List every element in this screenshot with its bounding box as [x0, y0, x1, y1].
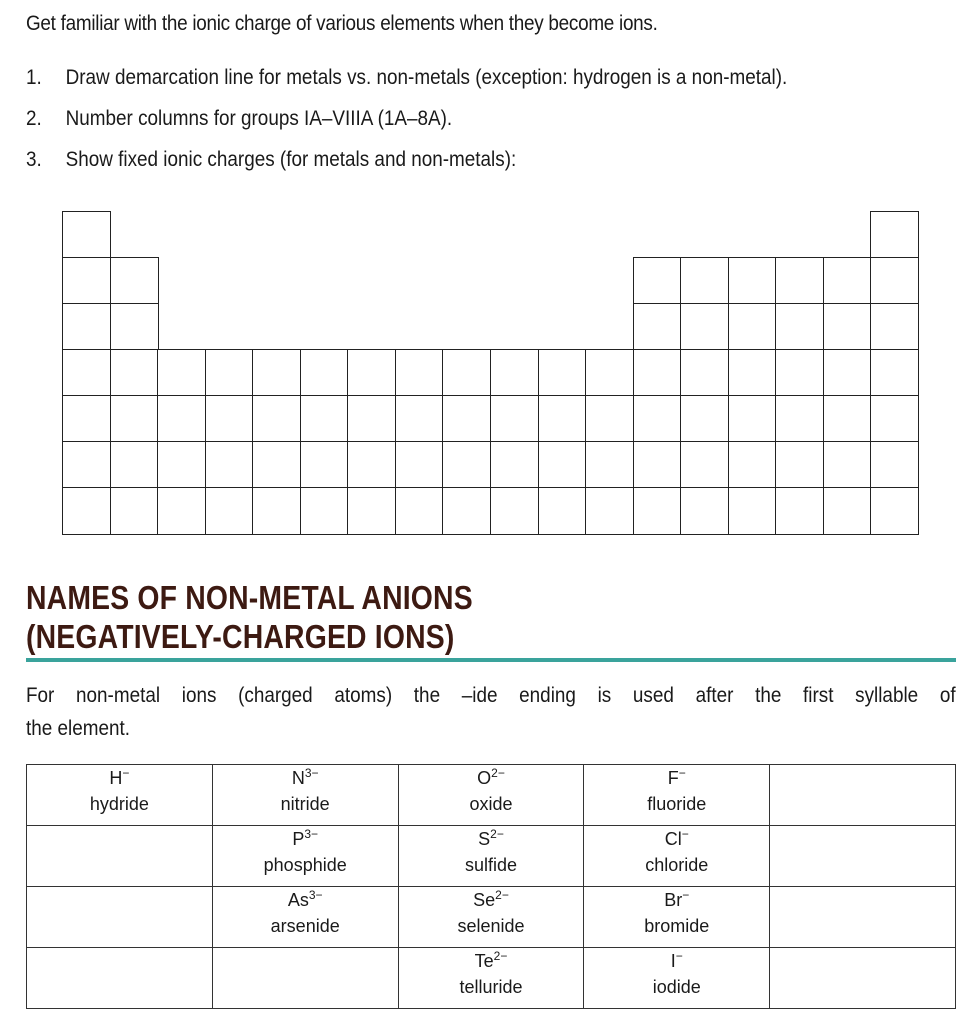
element-cell — [62, 487, 111, 535]
ion-symbol: $N^{3-}$ — [291, 766, 319, 788]
anion-cell — [27, 765, 213, 826]
ion-charge: − — [675, 949, 683, 963]
element-cell — [62, 441, 111, 489]
ion-name: iodide — [652, 977, 701, 997]
element-cell — [205, 349, 254, 397]
ion-symbol: F− — [667, 766, 686, 788]
element-cell — [110, 257, 159, 305]
anion-cell — [584, 948, 770, 1009]
step-text: Number columns for groups IA–VIIIA (1A–8A). — [65, 107, 453, 130]
ion-symbol: $As^{3-}$ — [287, 888, 323, 910]
paragraph-word: –ide — [461, 684, 498, 707]
element-cell — [823, 395, 872, 443]
element-cell — [490, 395, 539, 443]
paragraph-word: ions — [181, 684, 217, 707]
element-cell — [395, 487, 444, 535]
element-cell — [205, 395, 254, 443]
table-row — [27, 826, 956, 887]
ion-symbol: $P^{3-}$ — [292, 827, 319, 849]
element-cell — [680, 487, 729, 535]
element-cell — [633, 395, 682, 443]
instruction-step — [26, 107, 787, 148]
paragraph-word: (charged — [238, 684, 313, 707]
ion-symbol: Br− — [664, 888, 690, 910]
paragraph-word: the — [755, 684, 782, 707]
ion-symbol: Cl− — [664, 827, 689, 849]
element-cell — [110, 487, 159, 535]
intro-text: Get familiar with the ionic charge of various elements when they become ions. — [26, 12, 658, 35]
element-cell — [870, 487, 919, 535]
anion-cell — [398, 887, 584, 948]
element-cell — [870, 303, 919, 351]
element-cell — [300, 487, 349, 535]
element-cell — [680, 395, 729, 443]
anion-cell — [584, 765, 770, 826]
element-cell — [62, 395, 111, 443]
element-cell — [490, 349, 539, 397]
element-cell — [728, 441, 777, 489]
element-cell — [585, 487, 634, 535]
element-cell — [585, 441, 634, 489]
element-cell — [347, 395, 396, 443]
element-cell — [157, 349, 206, 397]
heading-divider — [26, 658, 956, 662]
ion-charge: 3− — [304, 827, 319, 841]
ion-symbol: I− — [670, 949, 683, 971]
step-number: 3. — [26, 148, 42, 171]
empty-cell — [27, 887, 213, 948]
element-cell — [110, 395, 159, 443]
element-cell — [633, 303, 682, 351]
paragraph-word: after — [695, 684, 734, 707]
ion-symbol: $Te^{2-}$ — [474, 949, 508, 971]
step-text: Show fixed ionic charges (for metals and non-metals): — [65, 148, 517, 171]
element-cell — [728, 395, 777, 443]
element-cell — [157, 487, 206, 535]
ion-symbol: $Se^{2-}$ — [473, 888, 509, 910]
anion-cell — [212, 765, 398, 826]
element-cell — [870, 211, 919, 259]
element-cell — [538, 349, 587, 397]
section-paragraph — [26, 679, 956, 745]
element-cell — [633, 257, 682, 305]
element-cell — [442, 349, 491, 397]
anion-cell — [398, 765, 584, 826]
anion-cell — [398, 826, 584, 887]
table-row — [27, 887, 956, 948]
element-cell — [62, 211, 111, 259]
element-cell — [728, 303, 777, 351]
element-cell — [585, 395, 634, 443]
element-cell — [823, 487, 872, 535]
element-cell — [870, 257, 919, 305]
step-number: 1. — [26, 66, 42, 89]
empty-cell — [770, 887, 956, 948]
element-cell — [205, 441, 254, 489]
element-cell — [870, 395, 919, 443]
empty-cell — [770, 765, 956, 826]
element-cell — [252, 395, 301, 443]
element-cell — [823, 441, 872, 489]
element-cell — [442, 395, 491, 443]
anion-cell — [212, 887, 398, 948]
element-cell — [870, 349, 919, 397]
element-cell — [300, 395, 349, 443]
anion-table — [26, 764, 956, 1009]
anion-cell — [584, 826, 770, 887]
anion-cell — [212, 826, 398, 887]
element-cell — [490, 441, 539, 489]
instruction-list — [26, 66, 872, 189]
element-cell — [775, 303, 824, 351]
section-heading-line: NAMES OF NON-METAL ANIONS — [26, 579, 473, 616]
ion-name: selenide — [457, 916, 525, 936]
paragraph-word: the — [413, 684, 441, 707]
ion-charge: 2− — [491, 766, 505, 780]
element-cell — [775, 349, 824, 397]
paragraph-word: first — [803, 684, 834, 707]
element-cell — [395, 441, 444, 489]
paragraph-word: atoms) — [334, 684, 393, 707]
element-cell — [395, 349, 444, 397]
element-cell — [252, 349, 301, 397]
table-row — [27, 765, 956, 826]
element-cell — [728, 349, 777, 397]
ion-name: arsenide — [270, 916, 340, 936]
empty-cell — [770, 826, 956, 887]
blank-periodic-table — [62, 211, 918, 533]
ion-symbol: $O^{2-}$ — [477, 766, 505, 788]
element-cell — [680, 257, 729, 305]
element-cell — [680, 303, 729, 351]
element-cell — [775, 257, 824, 305]
element-cell — [347, 349, 396, 397]
empty-cell — [212, 948, 398, 1009]
element-cell — [62, 303, 111, 351]
empty-cell — [27, 826, 213, 887]
ion-name: bromide — [644, 916, 710, 936]
element-cell — [538, 395, 587, 443]
element-cell — [823, 257, 872, 305]
ion-charge: 3− — [304, 766, 319, 780]
ion-symbol: H− — [109, 766, 130, 788]
ion-charge: 2− — [490, 827, 504, 841]
paragraph-word: used — [632, 684, 674, 707]
paragraph-line: the element. — [26, 717, 131, 740]
element-cell — [62, 257, 111, 305]
paragraph-word: is — [597, 684, 612, 707]
section-heading-line: (NEGATIVELY-CHARGED IONS) — [26, 618, 455, 655]
paragraph-word: of — [939, 684, 956, 707]
instruction-step — [26, 148, 787, 189]
section-heading — [26, 578, 473, 656]
element-cell — [775, 487, 824, 535]
element-cell — [680, 349, 729, 397]
element-cell — [252, 441, 301, 489]
ion-name: oxide — [469, 794, 513, 814]
ion-name: chloride — [645, 855, 709, 875]
paragraph-word: non-metal — [76, 684, 161, 707]
table-row — [27, 948, 956, 1009]
element-cell — [157, 395, 206, 443]
element-cell — [442, 487, 491, 535]
anion-cell — [398, 948, 584, 1009]
element-cell — [347, 487, 396, 535]
instruction-step — [26, 66, 787, 107]
element-cell — [62, 349, 111, 397]
element-cell — [442, 441, 491, 489]
element-cell — [347, 441, 396, 489]
element-cell — [110, 441, 159, 489]
paragraph-word: For — [26, 684, 55, 707]
element-cell — [870, 441, 919, 489]
empty-cell — [770, 948, 956, 1009]
element-cell — [728, 487, 777, 535]
ion-charge: − — [681, 827, 689, 841]
paragraph-word: syllable — [855, 684, 919, 707]
ion-name: telluride — [459, 977, 523, 997]
element-cell — [633, 487, 682, 535]
ion-name: fluoride — [647, 794, 707, 814]
element-cell — [157, 441, 206, 489]
element-cell — [823, 303, 872, 351]
ion-charge: 2− — [493, 949, 508, 963]
element-cell — [633, 441, 682, 489]
ion-charge: − — [122, 766, 130, 780]
ion-charge: − — [678, 766, 686, 780]
ion-charge: − — [682, 888, 690, 902]
element-cell — [633, 349, 682, 397]
ion-name: hydride — [89, 794, 149, 814]
element-cell — [538, 441, 587, 489]
element-cell — [585, 349, 634, 397]
anion-cell — [584, 887, 770, 948]
step-text: Draw demarcation line for metals vs. non-metals (exception: hydrogen is a non-metal). — [65, 66, 788, 89]
ion-charge: 2− — [495, 888, 509, 902]
element-cell — [300, 349, 349, 397]
empty-cell — [27, 948, 213, 1009]
element-cell — [775, 395, 824, 443]
element-cell — [490, 487, 539, 535]
element-cell — [300, 441, 349, 489]
element-cell — [395, 395, 444, 443]
element-cell — [680, 441, 729, 489]
element-cell — [728, 257, 777, 305]
element-cell — [252, 487, 301, 535]
element-cell — [110, 303, 159, 351]
step-number: 2. — [26, 107, 42, 130]
element-cell — [110, 349, 159, 397]
element-cell — [775, 441, 824, 489]
ion-name: nitride — [280, 794, 330, 814]
ion-name: sulfide — [464, 855, 517, 875]
element-cell — [823, 349, 872, 397]
ion-name: phosphide — [263, 855, 347, 875]
element-cell — [205, 487, 254, 535]
paragraph-line — [26, 679, 956, 712]
ion-symbol: $S^{2-}$ — [478, 827, 504, 849]
element-cell — [538, 487, 587, 535]
ion-charge: 3− — [308, 888, 323, 902]
paragraph-word: ending — [519, 684, 576, 707]
